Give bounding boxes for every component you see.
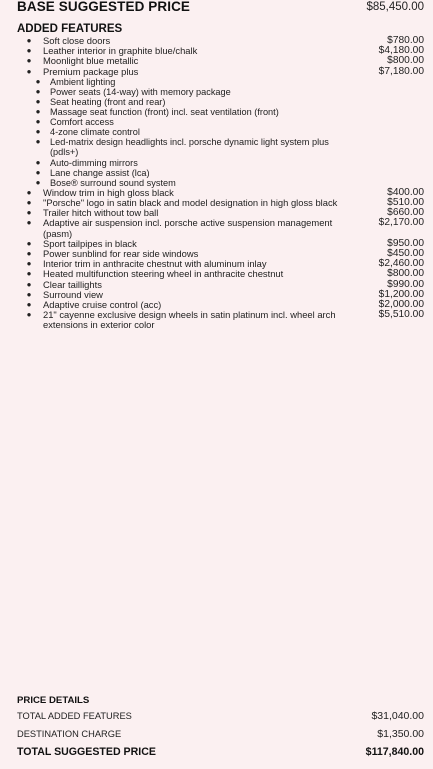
package-item-text: Led-matrix design headlights incl. porsche dynamic light system plus (pdls+) xyxy=(50,137,329,158)
bullet-icon: ● xyxy=(35,127,41,137)
feature-price: $800.00 xyxy=(387,268,424,280)
package-item-text: Lane change assist (lca) xyxy=(50,167,150,178)
feature-price: $2,000.00 xyxy=(378,299,424,311)
bullet-icon: ● xyxy=(35,177,41,187)
feature-text: 21" cayenne exclusive design wheels in satin platinum incl. wheel arch extensions in exterior color xyxy=(43,309,336,331)
package-item-text: 4-zone climate control xyxy=(50,127,140,138)
package-item xyxy=(17,117,424,127)
package-item xyxy=(17,107,424,117)
total-added-row xyxy=(17,707,424,725)
feature-text: Sport tailpipes in black xyxy=(43,237,137,249)
package-item xyxy=(17,158,424,168)
added-features-title: ADDED FEATURES xyxy=(17,23,123,35)
package-item-text: Ambient lighting xyxy=(50,76,116,87)
feature-text: Moonlight blue metallic xyxy=(43,55,139,67)
feature-list xyxy=(17,36,424,331)
feature-price: $1,200.00 xyxy=(378,288,424,300)
bullet-icon: ● xyxy=(35,107,41,117)
feature-price: $7,180.00 xyxy=(378,65,424,77)
feature-price: $4,180.00 xyxy=(378,45,424,57)
package-sublist xyxy=(17,77,424,188)
feature-item xyxy=(17,218,424,238)
bullet-icon: ● xyxy=(35,76,41,86)
bullet-icon: ● xyxy=(35,97,41,106)
bullet-icon: ● xyxy=(26,187,32,197)
bullet-icon: ● xyxy=(26,259,32,269)
feature-text: Surround view xyxy=(43,288,103,300)
base-price-value: $85,450.00 xyxy=(366,1,424,13)
feature-text: Soft close doors xyxy=(43,35,111,46)
feature-price: $5,510.00 xyxy=(378,309,424,321)
bullet-icon: ● xyxy=(26,56,32,66)
feature-price: $510.00 xyxy=(387,197,424,209)
bullet-icon: ● xyxy=(35,137,41,147)
total-price-row xyxy=(17,743,424,761)
bullet-icon: ● xyxy=(26,198,32,208)
bullet-icon: ● xyxy=(35,117,41,127)
feature-price: $2,170.00 xyxy=(378,217,424,229)
price-details xyxy=(17,694,424,761)
feature-price: $400.00 xyxy=(387,186,424,198)
package-item-text: Massage seat function (front) incl. seat ventilation (front) xyxy=(50,107,279,118)
package-item xyxy=(17,97,424,107)
package-item xyxy=(17,168,424,178)
feature-text: Power sunblind for rear side windows xyxy=(43,248,199,260)
package-item xyxy=(17,87,424,97)
feature-item xyxy=(17,67,424,77)
base-price-label: BASE SUGGESTED PRICE xyxy=(17,0,191,14)
bullet-icon: ● xyxy=(35,157,41,167)
feature-text: Adaptive cruise control (acc) xyxy=(43,299,162,311)
bullet-icon: ● xyxy=(26,249,32,259)
price-details-title: PRICE DETAILS xyxy=(17,695,90,706)
feature-text: Adaptive air suspension incl. porsche active suspension management (pasm) xyxy=(43,217,333,239)
price-summary xyxy=(17,0,424,331)
bullet-icon: ● xyxy=(26,238,32,248)
package-item xyxy=(17,127,424,137)
package-item-text: Seat heating (front and rear) xyxy=(50,97,166,107)
feature-text: Trailer hitch without tow ball xyxy=(43,207,159,219)
destination-row xyxy=(17,725,424,743)
package-item-text: Comfort access xyxy=(50,117,114,128)
destination-value: $1,350.00 xyxy=(377,728,424,740)
bullet-icon: ● xyxy=(26,279,32,289)
bullet-icon: ● xyxy=(26,218,32,228)
feature-price: $800.00 xyxy=(387,55,424,67)
bullet-icon: ● xyxy=(35,167,41,177)
total-added-value: $31,040.00 xyxy=(371,710,424,722)
total-added-label: TOTAL ADDED FEATURES xyxy=(17,711,132,721)
bullet-icon: ● xyxy=(35,86,41,96)
destination-label: DESTINATION CHARGE xyxy=(17,729,122,739)
total-price-value: $117,840.00 xyxy=(365,746,424,758)
feature-text: Clear taillights xyxy=(43,278,102,290)
package-item xyxy=(17,77,424,87)
feature-price: $780.00 xyxy=(387,35,424,46)
feature-text: Leather interior in graphite blue/chalk xyxy=(43,45,198,57)
feature-text: "Porsche" logo in satin black and model designation in high gloss black xyxy=(43,197,338,209)
feature-text: Premium package plus xyxy=(43,65,139,77)
feature-text: Interior trim in anthracite chestnut with aluminum inlay xyxy=(43,258,267,270)
base-price-row xyxy=(17,0,424,16)
bullet-icon: ● xyxy=(26,208,32,218)
package-item-text: Bose® surround sound system xyxy=(50,177,176,188)
feature-text: Heated multifunction steering wheel in anthracite chestnut xyxy=(43,268,284,280)
feature-price: $950.00 xyxy=(387,237,424,249)
feature-price: $990.00 xyxy=(387,278,424,290)
feature-item xyxy=(17,310,424,330)
package-item xyxy=(17,137,424,157)
package-item-text: Power seats (14-way) with memory package xyxy=(50,86,231,97)
bullet-icon: ● xyxy=(26,300,32,310)
package-item-text: Auto-dimming mirrors xyxy=(50,157,138,168)
bullet-icon: ● xyxy=(26,46,32,56)
bullet-icon: ● xyxy=(26,310,32,320)
bullet-icon: ● xyxy=(26,36,32,45)
feature-price: $450.00 xyxy=(387,248,424,260)
total-price-label: TOTAL SUGGESTED PRICE xyxy=(17,746,156,758)
bullet-icon: ● xyxy=(26,269,32,279)
feature-text: Window trim in high gloss black xyxy=(43,186,174,198)
bullet-icon: ● xyxy=(26,289,32,299)
bullet-icon: ● xyxy=(26,66,32,76)
feature-price: $2,460.00 xyxy=(378,258,424,270)
feature-price: $660.00 xyxy=(387,207,424,219)
